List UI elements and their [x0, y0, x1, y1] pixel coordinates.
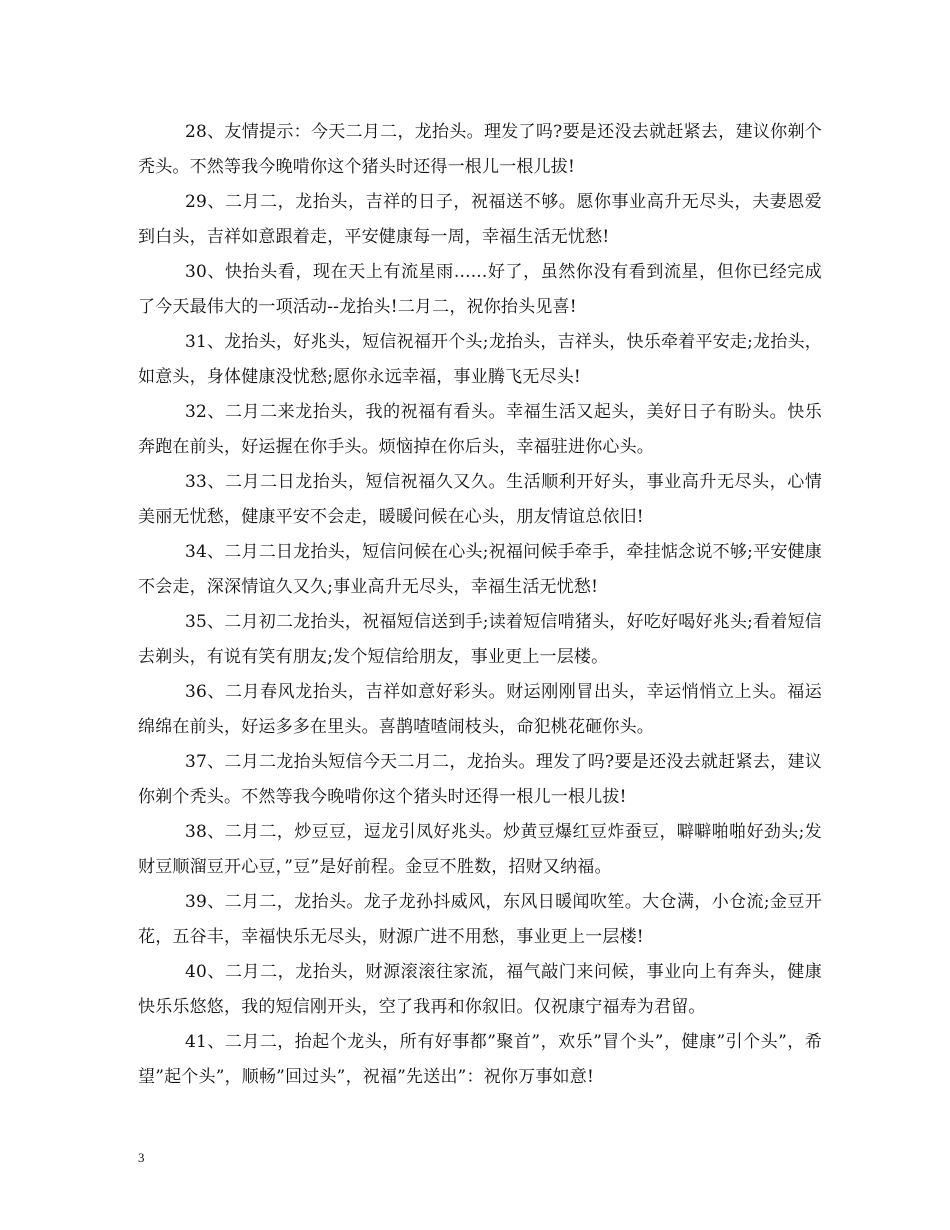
page-number: 3 — [138, 1150, 145, 1165]
paragraph-32: 32、二月二来龙抬头，我的祝福有看头。幸福生活又起头，美好日子有盼头。快乐奔跑在前头，好运握在你手头。烦恼掉在你后头，幸福驻进你心头。 — [138, 402, 822, 457]
paragraph-39: 39、二月二，龙抬头。龙子龙孙抖威风，东风日暖闻吹笙。大仓满，小仓流;金豆开花，五谷丰，幸福快乐无尽头，财源广进不用愁，事业更上一层楼! — [138, 892, 822, 947]
paragraph-40: 40、二月二，龙抬头，财源滚滚往家流，福气敲门来问候，事业向上有奔头，健康快乐乐悠悠，我的短信刚开头，空了我再和你叙旧。仅祝康宁福寿为君留。 — [138, 962, 822, 1017]
paragraph-30: 30、快抬头看，现在天上有流星雨......好了，虽然你没有看到流星，但你已经完成了今天最伟大的一项活动--龙抬头!二月二，祝你抬头见喜! — [138, 262, 822, 317]
paragraph-37: 37、二月二龙抬头短信今天二月二，龙抬头。理发了吗?要是还没去就赶紧去，建议你剃个秃头。不然等我今晚啃你这个猪头时还得一根儿一根儿拔! — [138, 752, 822, 807]
paragraph-38: 38、二月二，炒豆豆，逗龙引凤好兆头。炒黄豆爆红豆炸蚕豆，噼噼啪啪好劲头;发财豆顺溜豆开心豆，”豆”是好前程。金豆不胜数，招财又纳福。 — [138, 822, 822, 877]
paragraph-28: 28、友情提示：今天二月二，龙抬头。理发了吗?要是还没去就赶紧去，建议你剃个秃头。不然等我今晚啃你这个猪头时还得一根儿一根儿拔! — [138, 122, 822, 177]
paragraph-29: 29、二月二，龙抬头，吉祥的日子，祝福送不够。愿你事业高升无尽头，夫妻恩爱到白头，吉祥如意跟着走，平安健康每一周，幸福生活无忧愁! — [138, 192, 822, 247]
paragraph-33: 33、二月二日龙抬头，短信祝福久又久。生活顺利开好头，事业高升无尽头，心情美丽无忧愁，健康平安不会走，暖暖问候在心头，朋友情谊总依旧! — [138, 472, 822, 527]
paragraph-41: 41、二月二，抬起个龙头，所有好事都”聚首”，欢乐”冒个头”，健康”引个头”，希望”起个头”，顺畅”回过头”，祝福”先送出”：祝你万事如意! — [138, 1032, 822, 1087]
paragraph-31: 31、龙抬头，好兆头，短信祝福开个头;龙抬头，吉祥头，快乐牵着平安走;龙抬头，如意头，身体健康没忧愁;愿你永远幸福，事业腾飞无尽头! — [138, 332, 822, 387]
paragraph-36: 36、二月春风龙抬头，吉祥如意好彩头。财运刚刚冒出头，幸运悄悄立上头。福运绵绵在前头，好运多多在里头。喜鹊喳喳闹枝头，命犯桃花砸你头。 — [138, 682, 822, 737]
paragraph-34: 34、二月二日龙抬头，短信问候在心头;祝福问候手牵手，牵挂惦念说不够;平安健康不会走，深深情谊久又久;事业高升无尽头，幸福生活无忧愁! — [138, 542, 822, 597]
paragraph-35: 35、二月初二龙抬头，祝福短信送到手;读着短信啃猪头，好吃好喝好兆头;看着短信去剃头，有说有笑有朋友;发个短信给朋友，事业更上一层楼。 — [138, 612, 822, 667]
document-body — [138, 115, 822, 1095]
